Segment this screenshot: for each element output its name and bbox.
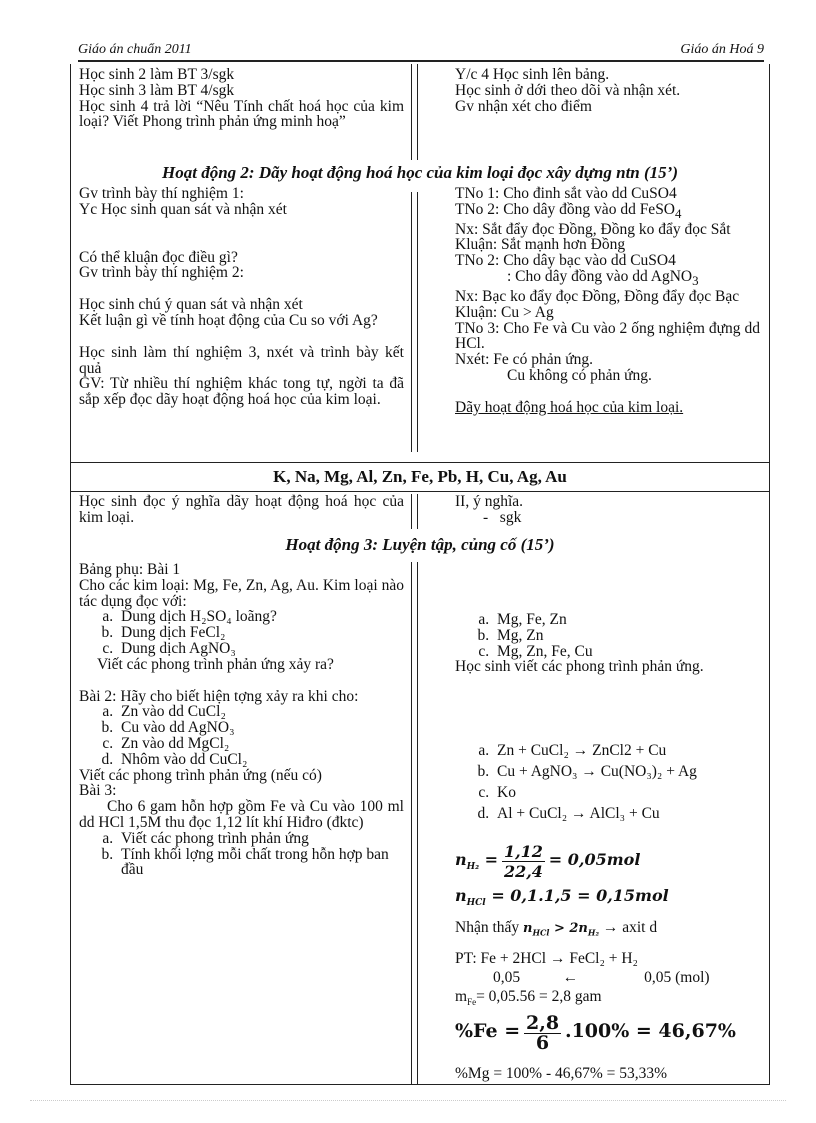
text-line: Gv nhận xét cho điểm — [455, 97, 592, 115]
text-line: m — [455, 987, 468, 1005]
text-line: TNo 2: Cho dây đồng vào dd FeSO — [455, 200, 676, 218]
text-line: GV: Từ nhiều thí nghiệm khác tong tự, ngời ta đã sắp xếp đọc dãy hoạt động hoá học của kim loại. — [79, 375, 404, 409]
row-divider — [71, 462, 769, 463]
text-line: TNo 2: Cho dây bạc vào dd CuSO4 — [455, 252, 676, 270]
text-line: Học sinh 2 làm BT 3/sgk — [79, 66, 235, 83]
text-line: %Mg = 100% - 46,67% = 53,33% — [455, 1064, 668, 1082]
text-line: Nxét: Fe có phản ứng. — [455, 351, 593, 369]
text-line: Viết các phong trình phản ứng xảy ra? — [97, 655, 334, 673]
list-item: b. Tính khối lợng mỗi chất trong hỗn hợp ban đầu — [117, 847, 404, 879]
text-line: 0,05 (mol) — [644, 968, 710, 986]
text-line: Kluận: Sắt mạnh hơn Đồng — [455, 236, 626, 254]
bai3-solution: $n_{H_2}$ = $\frac{1,12}{22,4}$ = 0,05mol $n_{HCl} = 0,1.1,5 = 0,15mol$ Nhận thấy $n_{HCl} > 2n_{H_2}$ → axit d PT: Fe + 2HCl → FeCl₂ + H₂ 0,05 ← 0,05 (mol) $m_{Fe}= 0,05.56 = 2,8$ gam %Fe = $\frac{2,8}{6}$ .100% = 46,67% %Mg = 100% - 46,67% = 53,33% — [455, 842, 760, 1083]
list-item: d. Al + CuCl₂ → AlCl₃ + Cu — [493, 803, 760, 824]
list-item: c. Dung dịch AgNO₃ — [117, 641, 404, 657]
formula-pct-fe: %Fe = $\frac{2,8}{6}$ .100% = 46,67% — [455, 1011, 736, 1054]
divider — [417, 192, 418, 452]
text-line: Học sinh đọc ý nghĩa dãy hoạt động hoá học của kim loại. — [79, 493, 404, 526]
act2-right-cell: TNo 1: Cho đinh sắt vào dd CuSO4 TNo 2: Cho dây đồng vào dd FeSO$_4$ Nx: Sắt đẩy đọc Đồng, Đồng ko đẩy đọc Sắt Kluận: Sắt mạnh hơn Đồng TNo 2: Cho dây bạc vào dd CuSO4 : Cho dây đồng vào dd AgNO$_3$ Nx: Bạc ko đẩy đọc Đồng, Đồng đẩy đọc Bạc Kluận: Cu > Ag TNo 3: Cho Fe và Cu vào 2 ống nghiệm đựng dd HCl. Nxét: Fe có phản ứng. Cu không có phản ứng. Dãy hoạt động hoá học của kim loại. — [455, 185, 760, 416]
text-line: TNo 1: Cho đinh sắt vào dd CuSO4 — [455, 185, 677, 202]
text-line: Cho 6 gam hỗn hợp gồm Fe và Cu vào 100 ml dd HCl 1,5M thu đọc 1,12 lít khí Hiđro (đktc) — [79, 798, 404, 831]
list-item: a. Mg, Fe, Zn — [493, 612, 760, 628]
list-item: a. Zn vào dd CuCl₂ — [117, 704, 404, 720]
act2-left-cell — [79, 186, 404, 408]
page-edge — [30, 1100, 786, 1102]
divider — [411, 494, 412, 529]
divider — [417, 64, 418, 169]
text-line: Y/c 4 Học sinh lên bảng. — [455, 66, 610, 83]
text-line: TNo 3: Cho Fe và Cu vào 2 ống nghiệm đựng dd HCl. — [455, 319, 760, 353]
list-item: a. Zn + CuCl₂ → ZnCl2 + Cu — [493, 740, 760, 761]
activity-series: K, Na, Mg, Al, Zn, Fe, Pb, H, Cu, Ag, Au — [71, 464, 769, 490]
bai2-list — [79, 704, 404, 767]
header-right: Giáo án Hoá 9 — [680, 42, 764, 57]
formula-nhcl: $n_{HCl} = 0,1.1,5 = 0,15mol$ — [455, 886, 669, 909]
text-line: Bài 3: — [79, 782, 117, 800]
list-item: d. Nhôm vào dd CuCl₂ — [117, 752, 404, 768]
act3-left-cell — [79, 562, 404, 878]
text-line: sgk — [499, 508, 522, 526]
page-header — [78, 40, 764, 62]
list-item: c. Mg, Zn, Fe, Cu — [493, 644, 760, 660]
text-line: Nx: Bạc ko đẩy đọc Đồng, Đồng đẩy đọc Bạc — [455, 287, 740, 305]
meaning-right-cell: II, ý nghĩa. - sgk — [455, 494, 760, 526]
text-line: Bảng phụ: Bài 1 — [79, 561, 181, 578]
divider — [411, 562, 412, 1084]
list-item: b. Cu + AgNO₃ → Cu(NO₃)₂ + Ag — [493, 761, 760, 782]
activity3-title: Hoạt động 3: Luyện tập, củng cố (15’) — [71, 532, 769, 558]
lesson-table — [70, 64, 770, 1085]
text-line: Gv trình bày thí nghiệm 2: — [79, 264, 244, 282]
bai2-answers — [455, 740, 760, 824]
divider — [417, 562, 418, 1084]
bai1-answers — [455, 612, 760, 659]
text-line: Bài 2: Hãy cho biết hiện tợng xảy ra khi cho: — [79, 687, 359, 705]
formula-nh2: $n_{H_2}$ = $\frac{1,12}{22,4}$ = 0,05mol — [455, 842, 641, 881]
text-line: Nx: Sắt đẩy đọc Đồng, Đồng ko đẩy đọc Sắt — [455, 220, 731, 238]
act3-right-cell — [455, 612, 760, 675]
list-item: b. Cu vào dd AgNO₃ — [117, 720, 404, 736]
text-line: = 0,05.56 = 2,8 gam — [476, 987, 602, 1005]
text-line: Học sinh 4 trả lời “Nêu Tính chất hoá học của kim loại? Viết Phong trình phản ứng minh hoạ” — [79, 97, 404, 131]
list-item: c. Zn vào dd MgCl₂ — [117, 736, 404, 752]
divider — [417, 494, 418, 529]
text-line: Viết các phong trình phản ứng (nếu có) — [79, 766, 322, 784]
text-line: Cu không có phản ứng. — [507, 366, 652, 384]
text-line: Gv trình bày thí nghiệm 1: — [79, 185, 244, 202]
text-line: Học sinh ở dới theo dõi và nhận xét. — [455, 81, 681, 99]
text-line: → axit d — [602, 919, 658, 936]
top-left-cell — [79, 67, 404, 130]
list-item: b. Dung dịch FeCl₂ — [117, 625, 404, 641]
bai2-answers-cell — [455, 740, 760, 824]
activity2-title: Hoạt động 2: Dãy hoạt động hoá học của kim loại đọc xây dựng ntn (15’) — [71, 160, 769, 186]
header-left: Giáo án chuẩn 2011 — [78, 42, 192, 57]
row-divider — [71, 491, 769, 492]
text-line: Cho các kim loại: Mg, Fe, Zn, Ag, Au. Kim loại nào tác dụng đọc với: — [79, 576, 404, 610]
text-line: Học sinh làm thí nghiệm 3, nxét và trình bày kết quả — [79, 343, 404, 377]
text-line: Kluận: Cu > Ag — [455, 303, 554, 321]
list-item: c. Ko — [493, 782, 760, 803]
divider — [411, 192, 412, 452]
list-item: a. Dung dịch H₂SO₄ loãng? — [117, 609, 404, 625]
text-line: Yc Học sinh quan sát và nhận xét — [79, 200, 287, 218]
text-line: Có thể kluận đọc điều gì? — [79, 248, 238, 266]
text-line: Học sinh chú ý quan sát và nhận xét — [79, 296, 303, 314]
text-line: PT: Fe + 2HCl → FeCl₂ + H₂ — [455, 949, 638, 967]
bai1-list — [79, 609, 404, 656]
text-line: Học sinh viết các phong trình phản ứng. — [455, 658, 704, 676]
list-item: b. Mg, Zn — [493, 628, 760, 644]
text-line: : Cho dây đồng vào dd AgNO — [507, 268, 693, 286]
list-item: a. Viết các phong trình phản ứng — [117, 831, 404, 847]
text-line: Kết luận gì về tính hoạt động của Cu so với Ag? — [79, 311, 378, 329]
divider — [411, 64, 412, 169]
text-line: Dãy hoạt động hoá học của kim loại. — [455, 398, 684, 416]
bai3-list — [79, 831, 404, 878]
meaning-left-cell — [79, 494, 404, 526]
text-line: ← — [562, 968, 579, 986]
text-line: 0,05 — [493, 968, 521, 986]
text-line: Học sinh 3 làm BT 4/sgk — [79, 81, 235, 99]
text-line: Nhận thấy — [455, 919, 520, 936]
top-right-cell — [455, 67, 760, 114]
text-line: II, ý nghĩa. — [455, 493, 524, 510]
